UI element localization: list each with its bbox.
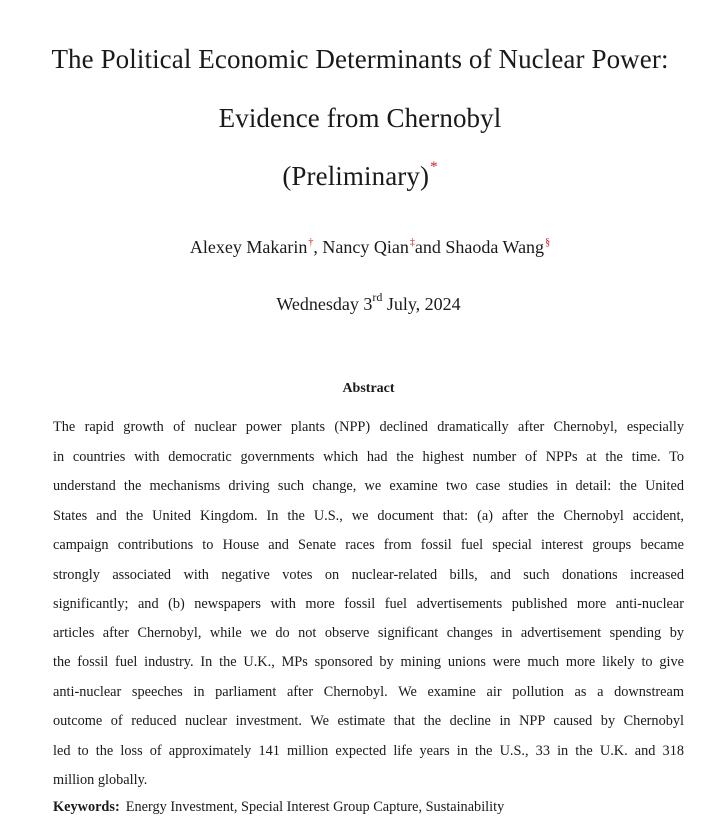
abstract-line: million globally. xyxy=(53,772,148,788)
title-footnote-mark[interactable]: * xyxy=(430,159,438,175)
title-line-3 xyxy=(0,161,720,192)
date-month-year: July, 2024 xyxy=(386,294,461,314)
title-text-1: The Political Economic Determinants of Nuclear Power: xyxy=(51,44,669,74)
title-text-2: Evidence from Chernobyl xyxy=(218,103,502,133)
date-day-suffix: rd xyxy=(372,290,383,304)
abstract-heading: Abstract xyxy=(342,381,395,396)
author-conjunction: and xyxy=(414,237,441,257)
abstract-line: in countries with democratic governments which had the highest number of NPPs at the time. To xyxy=(53,449,684,465)
title-line-2 xyxy=(0,103,720,134)
abstract-line: led to the loss of approximately 141 million expected life years in the U.S., 33 in the U.K. and 318 xyxy=(53,743,684,759)
publication-date xyxy=(0,292,720,315)
author-footnote-mark[interactable]: † xyxy=(308,237,314,248)
abstract-line: campaign contributions to House and Senate races from fossil fuel special interest groups became xyxy=(53,537,684,553)
abstract-line: the fossil fuel industry. In the U.K., MPs sponsored by mining unions were much more likely to give xyxy=(53,654,684,670)
abstract-line: States and the United Kingdom. In the U.S., we document that: (a) after the Chernobyl accident, xyxy=(53,508,684,524)
author-name: Shaoda Wang xyxy=(445,237,545,257)
author-footnote-mark[interactable]: § xyxy=(545,237,551,248)
title-line-1 xyxy=(0,44,720,75)
date-weekday: Wednesday xyxy=(276,294,359,314)
author-footnote-mark[interactable]: ‡ xyxy=(409,237,415,248)
author-list: Alexey Makarin†, Nancy Qian‡and Shaoda Wang§ xyxy=(189,237,551,257)
title-text-3: (Preliminary) xyxy=(282,161,430,191)
abstract-line: understand the mechanisms driving such change, we examine two case studies in detail: the United xyxy=(53,478,684,494)
keywords xyxy=(53,799,504,816)
abstract-line: anti-nuclear speeches in parliament after Chernobyl. We examine air pollution as a downstream xyxy=(53,684,684,700)
author-name: Alexey Makarin xyxy=(189,237,308,257)
abstract-line: significantly; and (b) newspapers with more fossil fuel advertisements published more anti-nuclear xyxy=(53,596,684,612)
abstract-line: articles after Chernobyl, while we do not observe significant changes in advertisement spending by xyxy=(53,625,684,641)
abstract-line: strongly associated with negative votes on nuclear-related bills, and such donations increased xyxy=(53,567,684,583)
date-day: 3 xyxy=(363,294,373,314)
abstract-line: outcome of reduced nuclear investment. We estimate that the decline in NPP caused by Chernobyl xyxy=(53,713,684,729)
keywords-text: Energy Investment, Special Interest Group Capture, Sustainability xyxy=(125,799,505,815)
keywords-label: Keywords: xyxy=(53,799,120,815)
author-name: Nancy Qian xyxy=(322,237,409,257)
abstract-line: The rapid growth of nuclear power plants (NPP) declined dramatically after Chernobyl, especially xyxy=(53,419,684,435)
